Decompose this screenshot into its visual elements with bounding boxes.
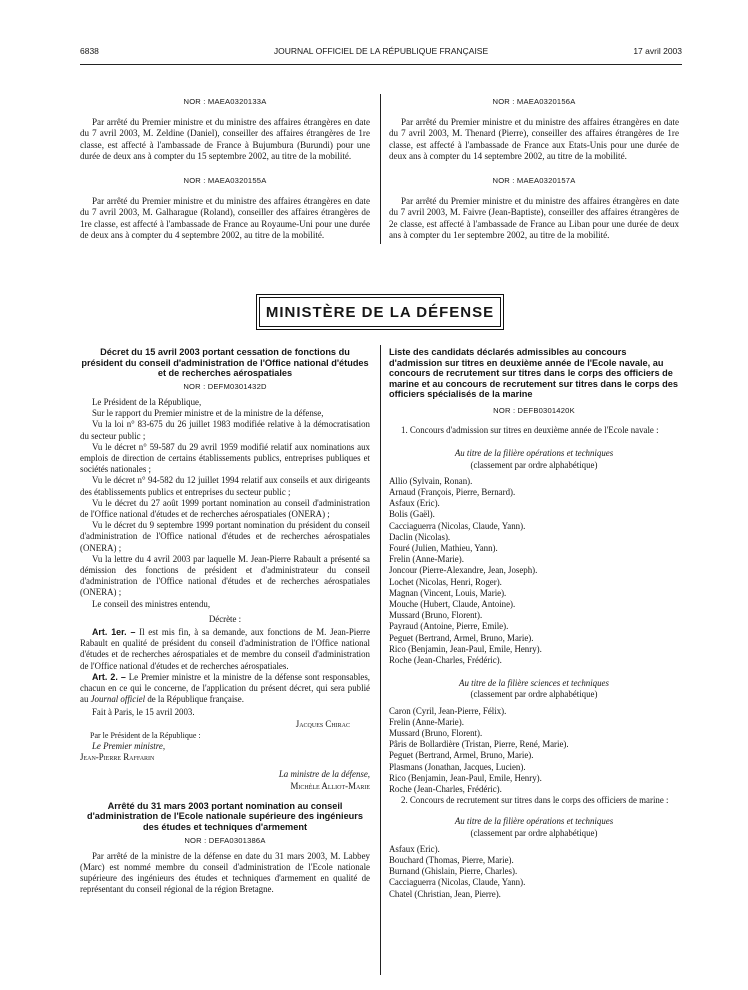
candidate-list-1	[389, 476, 679, 666]
list-item: Pâris de Bollardière (Tristan, Pierre, René, Marie).	[389, 739, 569, 750]
def-minister-title: La ministre de la défense,	[278, 769, 370, 780]
nor-reference: NOR : MAEA0320133A	[183, 97, 267, 106]
group-subheading: (classement par ordre alphabétique)	[470, 689, 598, 700]
section-1-heading: 1. Concours d'admission sur titres en deuxième année de l'Ecole navale :	[401, 425, 659, 436]
decree-visa: Vu le décret n° 94-582 du 12 juillet 1994 relatif aux conseils et aux dirigeants des établissements publics et entreprises du secteur public ;	[80, 475, 370, 497]
issue-date: 17 avril 2003	[633, 46, 682, 56]
pm-title: Le Premier ministre,	[92, 741, 166, 752]
article-2-text-end: de la République française.	[145, 694, 244, 705]
group-heading: Au titre de la filière opérations et techniques	[454, 816, 614, 827]
column-divider-bottom	[380, 345, 381, 975]
list-item: Roche (Jean-Charles, Frédéric).	[389, 784, 502, 795]
pm-name: Jean-Pierre Raffarin	[80, 752, 155, 763]
list-item: Daclin (Nicolas).	[389, 531, 451, 542]
journal-title: JOURNAL OFFICIEL DE LA RÉPUBLIQUE FRANÇAISE	[273, 46, 489, 56]
top-left-column	[80, 96, 370, 242]
list-item: Lochet (Nicolas, Henri, Roger).	[389, 576, 502, 587]
article-1-text: Il est mis fin, à sa demande, aux fonctions de M. Jean-Pierre Rabault en qualité de président du conseil d'administration de l'Office national d'études et de recherches aérospatiales et de membre du conseil d'administration de l'Office national d'études et de recherches aérospatiales.	[80, 627, 371, 671]
decree-visa: Vu le décret du 27 août 1999 portant nomination au conseil d'administration de l'Office national d'études et de recherches aérospatiales (ONERA) ;	[80, 497, 370, 520]
nor-reference: NOR : DEFA0301386A	[184, 835, 266, 845]
article-1	[80, 627, 370, 672]
list-item: Joncour (Pierre-Alexandre, Jean, Joseph).	[389, 565, 538, 576]
list-item: Mouche (Hubert, Claude, Antoine).	[389, 599, 516, 610]
nor-reference: NOR : DEFB0301420K	[493, 405, 575, 415]
decree-visa: Sur le rapport du Premier ministre et de la ministre de la défense,	[92, 408, 324, 419]
nor-reference: NOR : DEFM0301432D	[183, 381, 267, 391]
article-2	[80, 672, 370, 706]
list-item: Peguet (Bertrand, Armel, Bruno, Marie).	[389, 750, 534, 761]
list-item: Bouchard (Thomas, Pierre, Marie).	[389, 855, 514, 866]
left-column	[80, 347, 370, 896]
list-item: Rico (Benjamin, Jean-Paul, Emile, Henry).	[389, 772, 542, 783]
candidate-list-2	[389, 706, 679, 796]
article-2-text: Le Premier ministre et la ministre de la défense sont responsables, chacun en ce qui le concerne, de l'application du présent décret, qui sera publié au	[80, 671, 371, 705]
list-item: Allio (Sylvain, Ronan).	[389, 475, 473, 486]
list-item: Asfaux (Eric).	[389, 498, 440, 509]
list-item: Plasmans (Jonathan, Jacques, Lucien).	[389, 761, 526, 772]
list-item: Cacciaguerra (Nicolas, Claude, Yann).	[389, 877, 526, 888]
list-item: Frelin (Anne-Marie).	[389, 716, 464, 727]
arrete-paragraph: Par arrêté de la ministre de la défense en date du 31 mars 2003, M. Labbey (Marc) est nommé membre du conseil d'administration de l'Ecole nationale supérieure des ingénieurs des études et techniques d'armement en qualité de représentant du conseil régional de la région Bretagne.	[80, 850, 370, 895]
list-item: Rico (Benjamin, Jean-Paul, Emile, Henry).	[389, 643, 542, 654]
list-item: Chatel (Christian, Jean, Pierre).	[389, 888, 501, 899]
group-heading: Au titre de la filière sciences et techniques	[459, 678, 609, 689]
list-item: Arnaud (François, Pierre, Bernard).	[389, 486, 516, 497]
list-item: Peguet (Bertrand, Armel, Bruno, Marie).	[389, 632, 534, 643]
arrete-paragraph: Par arrêté du Premier ministre et du ministre des affaires étrangères en date du 7 avril 2003, M. Faivre (Jean-Baptiste), conseiller des affaires étrangères de 2e classe, est affecté à l'ambassade de France au Liban pour une durée de deux ans à compter du 1er septembre 2002, au titre de la mobilité.	[389, 195, 679, 241]
header-rule	[80, 64, 682, 65]
group-heading: Au titre de la filière opérations et techniques	[454, 448, 614, 459]
arrete-title: Arrêté du 31 mars 2003 portant nomination au conseil d'administration de l'Ecole nationale supérieure des ingénieurs des études et techniques d'armement	[87, 800, 363, 833]
list-item: Mussard (Bruno, Florent).	[389, 610, 483, 621]
group-subheading: (classement par ordre alphabétique)	[470, 827, 598, 838]
done-at: Fait à Paris, le 15 avril 2003.	[92, 707, 195, 718]
decree-intro: Le Président de la République,	[92, 396, 202, 407]
decree-visa: Vu le décret n° 59-587 du 29 avril 1959 modifié relatif aux nominations aux emplois de direction de certains établissements publics, entreprises publiques et sociétés nationales ;	[80, 441, 370, 475]
signer-president: Jacques Chirac	[295, 718, 350, 729]
by-president: Par le Président de la République :	[90, 730, 201, 740]
decree-visa: Vu la loi n° 83-675 du 26 juillet 1983 modifiée relative à la démocratisation du secteur public ;	[80, 419, 370, 441]
list-item: Roche (Jean-Charles, Frédéric).	[389, 655, 502, 666]
list-item: Frelin (Anne-Marie).	[389, 554, 464, 565]
arrete-paragraph: Par arrêté du Premier ministre et du ministre des affaires étrangères en date du 7 avril 2003, M. Thenard (Pierre), conseiller des affaires étrangères de 1re classe, est affecté à l'ambassade de France aux Etats-Unis pour une durée de deux ans à compter du 14 septembre 2002, au titre de la mobilité.	[389, 116, 679, 162]
ministry-heading: MINISTÈRE DE LA DÉFENSE	[259, 297, 501, 327]
list-item: Magnan (Vincent, Louis, Marie).	[389, 587, 507, 598]
decree-title: Décret du 15 avril 2003 portant cessation de fonctions du président du conseil d'administration de l'Office national d'études et de recherches aérospatiales	[81, 347, 369, 379]
column-divider-top	[380, 94, 381, 244]
list-item: Bolis (Gaël).	[389, 509, 435, 520]
list-item: Mussard (Bruno, Florent).	[389, 728, 483, 739]
nor-reference: NOR : MAEA0320155A	[183, 175, 267, 185]
top-right-column	[389, 96, 679, 242]
def-minister-name: Michèle Alliot-Marie	[290, 780, 370, 791]
list-item: Payraud (Antoine, Pierre, Emile).	[389, 621, 509, 632]
page-number: 6838	[80, 46, 99, 56]
article-1-label: Art. 1er. –	[92, 627, 136, 638]
decree-visa: Vu le décret du 9 septembre 1999 portant nomination du président du conseil d'administration de l'Office national d'études et de recherches aérospatiales (ONERA) ;	[80, 520, 370, 553]
nor-reference: NOR : MAEA0320156A	[492, 97, 576, 106]
candidate-list-3	[389, 844, 679, 900]
group-subheading: (classement par ordre alphabétique)	[470, 459, 598, 470]
list-item: Caron (Cyril, Jean-Pierre, Félix).	[389, 705, 507, 716]
journal-officiel-ref: Journal officiel	[90, 694, 146, 705]
decree-visa: Vu la lettre du 4 avril 2003 par laquelle M. Jean-Pierre Rabault a présenté sa démission des fonctions de président et d'administrateur du conseil d'administration de l'Office national d'études et de recherches aérospatiales (ONERA) ;	[80, 553, 370, 598]
arrete-paragraph: Par arrêté du Premier ministre et du ministre des affaires étrangères en date du 7 avril 2003, M. Galharague (Roland), conseiller des affaires étrangères de 1re classe, est affecté à l'ambassade de France au Royaume-Uni pour une durée de deux ans à compter du 4 septembre 2002, au titre de la mobilité.	[80, 195, 370, 241]
decrete: Décrète :	[208, 613, 242, 624]
page-header	[80, 46, 682, 60]
arrete-paragraph: Par arrêté du Premier ministre et du ministre des affaires étrangères en date du 7 avril 2003, M. Zeldine (Daniel), conseiller des affaires étrangères de 1re classe, est affecté à l'ambassade de France à Bujumbura (Burundi) pour une durée de deux ans à compter du 15 septembre 2002, au titre de la mobilité.	[80, 116, 370, 162]
decree-visa: Le conseil des ministres entendu,	[92, 598, 211, 609]
list-title: Liste des candidats déclarés admissibles au concours d'admission sur titres en deuxième année de l'Ecole navale, au concours de recrutement sur titres dans le corps des officiers de marine et au concours de recrutement sur titres dans le corps des officiers spécialisés de la marine	[389, 347, 678, 400]
article-2-label: Art. 2. –	[92, 671, 126, 682]
list-item: Burnand (Ghislain, Pierre, Charles).	[389, 866, 518, 877]
nor-reference: NOR : MAEA0320157A	[492, 175, 576, 185]
section-2-heading: 2. Concours de recrutement sur titres dans le corps des officiers de marine :	[401, 795, 669, 806]
list-item: Asfaux (Eric).	[389, 843, 440, 854]
list-item: Fouré (Julien, Mathieu, Yann).	[389, 543, 498, 553]
right-column	[389, 347, 679, 900]
list-item: Cacciaguerra (Nicolas, Claude, Yann).	[389, 520, 526, 531]
